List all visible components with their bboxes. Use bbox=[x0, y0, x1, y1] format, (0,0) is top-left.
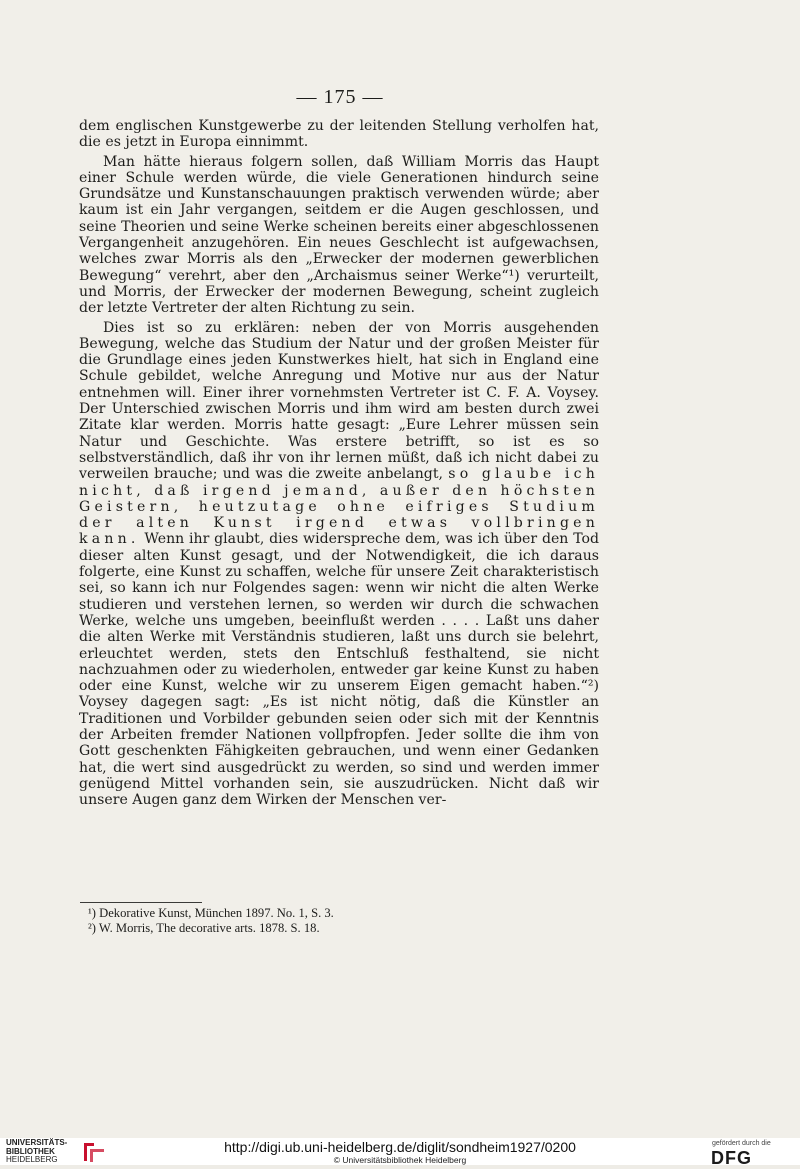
footnote-divider bbox=[80, 902, 202, 903]
permalink-url[interactable]: http://digi.ub.uni-heidelberg.de/diglit/sondheim1927/0200 bbox=[224, 1139, 576, 1155]
paragraph-3-part-a: Dies ist so zu erklären: neben der von Morris ausgehenden Bewegung, welche das Studium der Natur und der großen Meister für die Grundlage eines jeden Kunstwerkes hielt, hat sich in England eine Schule gebildet, welche Anregung und Motive nur aus der Natur entnehmen will. Einer ihrer vornehmsten Vertreter ist C. F. A. Voysey. Der Unterschied zwischen Morris und ihm wird am besten durch zwei Zitate klar werden. Morris hatte gesagt: „Eure Lehrer müssen sein Natur und Geschichte. Was erstere betrifft, so ist es so selbstverständlich, daß ihr von ihr lernen müßt, daß ich nicht dabei zu verweilen brauche; und was die zweite anbelangt, bbox=[79, 319, 599, 483]
funding-caption: gefördert durch die bbox=[712, 1140, 771, 1147]
library-name-line-2: BIBLIOTHEK bbox=[6, 1146, 55, 1156]
library-name-line-1: UNIVERSITÄTS- bbox=[6, 1138, 68, 1147]
footnotes bbox=[88, 906, 588, 935]
footnote-1: ¹) Dekorative Kunst, München 1897. No. 1, S. 3. bbox=[88, 906, 334, 920]
library-name[interactable] bbox=[6, 1139, 67, 1165]
body-text bbox=[79, 118, 599, 808]
paragraph-1: dem englischen Kunstgewerbe zu der leitenden Stellung verholfen hat, die es jetzt in Europa einnimmt. bbox=[79, 118, 599, 151]
spaced-quote: so glaube ich nicht, daß irgend jemand, außer den höchsten Geistern, heutzutage ohne eifriges Studium der alten Kunst irgend etwas vollbringen kann. bbox=[79, 466, 600, 548]
dfg-logo-icon[interactable]: DFG bbox=[711, 1148, 752, 1168]
university-library-logo-icon[interactable] bbox=[80, 1141, 110, 1163]
library-name-line-3: HEIDELBERG bbox=[6, 1155, 58, 1165]
page-number: — 175 — bbox=[296, 86, 384, 108]
copyright-notice: © Universitätsbibliothek Heidelberg bbox=[333, 1155, 467, 1165]
paragraph-3 bbox=[79, 320, 599, 809]
footnote-2: ²) W. Morris, The decorative arts. 1878. S. 18. bbox=[88, 920, 320, 935]
paragraph-2: Man hätte hieraus folgern sollen, daß William Morris das Haupt einer Schule werden würde, die viele Generationen hindurch seine Grundsätze und Kunstanschauungen praktisch verwenden würde; aber kaum ist ein Jahr vergangen, seitdem er die Augen geschlossen, und seine Theorien und seine Werke scheinen bereits einer abgeschlossenen Vergangenheit anzugehören. Ein neues Geschlecht ist aufgewachsen, welches zwar Morris als den „Erwecker der modernen gewerblichen Bewegung“ verehrt, aber den „Archaismus seiner Werke“¹) verurteilt, und Morris, der Erwecker der modernen Bewegung, scheint zugleich der letzte Vertreter der alten Richtung zu sein. bbox=[79, 153, 599, 317]
paragraph-3-part-b: Wenn ihr glaubt, dies widerspreche dem, was ich über den Tod dieser alten Kunst gesagt, und der Notwendigkeit, die ich daraus folgerte, eine Kunst zu schaffen, welche für unsere Zeit charakteristisch sei, so kann ich nur Folgendes sagen: wenn wir nicht die alten Werke studieren und verstehen lernen, so werden wir durch die schwachen Werke, welche uns umgeben, beeinflußt werden . . . . Laßt uns daher die alten Werke mit Verständnis studieren, laßt uns durch sie belehrt, erleuchtet werden, stets den Entschluß festhaltend, sie nicht nachzuahmen oder zu wiederholen, entweder gar keine Kunst zu haben oder eine Kunst, welche wir zu unserem Eigen gemacht haben.“²) Voysey dagegen sagt: „Es ist nicht nötig, daß die Künstler an Traditionen und Vorbilder gebunden seien oder sich mit der Kenntnis der Arbeiten fremder Nationen vollpfropfen. Jeder sollte die ihm von Gott geschenkten Fähigkeiten gebrauchen, und wenn einer Gedanken hat, die wert sind ausgedrückt zu werden, so sind und werden immer genügend Mittel vorhanden sein, sie auszudrücken. Nicht daß wir unsere Augen ganz dem Wirken der Menschen ver- bbox=[79, 531, 600, 809]
